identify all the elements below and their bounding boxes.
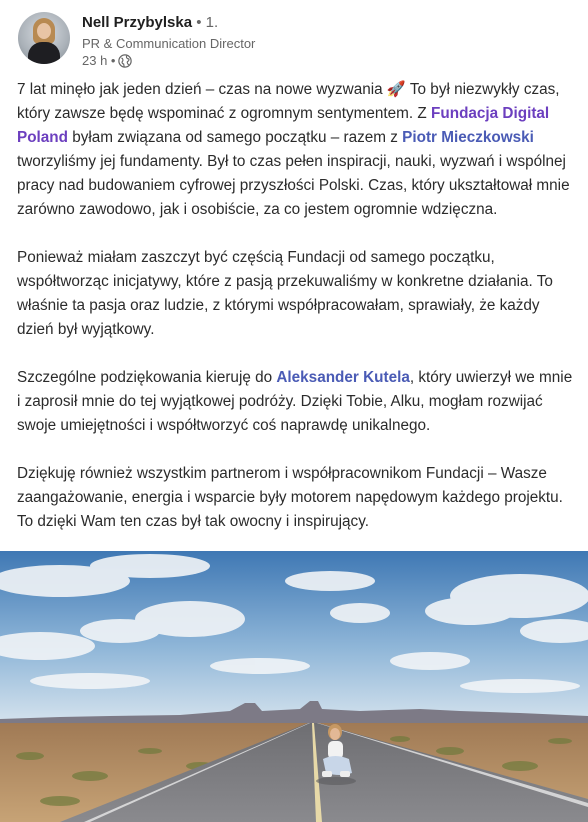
author-name-line (82, 14, 218, 31)
avatar-face (37, 23, 51, 39)
mention-piotr-mieczkowski[interactable]: Piotr Mieczkowski (402, 129, 534, 146)
post-meta (82, 53, 132, 68)
mention-aleksander-kutela[interactable]: Aleksander Kutela (276, 369, 410, 386)
post-paragraph-2: Ponieważ miałam zaszczyt być częścią Fundacji od samego początku, współtworząc inicjatywy, które z pasją przekuwaliśmy w konkretne działania. To właśnie ta pasja oraz ludzie, z którymi współpracowałam, sprawiały, że każdy dzień był wyjątkowy. (17, 249, 553, 338)
text-segment: , który uwierzył we mnie i zaprosił mnie do tej wyjątkowej podróży. Dzięki Tobie, Alku, mogłam rozwijać swoje umiejętności i współtworzyć coś naprawdę unikalnego. (17, 369, 573, 434)
post-image[interactable] (0, 551, 588, 822)
text-segment: tworzyliśmy jej fundamenty. Był to czas pełen inspiracji, nauki, wyzwań i wspólnej pracy nad budowaniem cyfrowej przyszłości Polski. Czas, który ukształtował mnie zarówno zawodowo, jak i osobiście, za co jestem ogromnie wdzięczna. (17, 153, 570, 218)
text-segment: 7 lat minęło jak jeden dzień – czas na nowe wyzwania 🚀 To był niezwykły czas, który zawsze będę wspominać z ogromnym sentymentem. Z (17, 81, 560, 122)
avatar-body (28, 42, 60, 64)
author-avatar[interactable] (18, 12, 70, 64)
post-paragraph-3 (17, 366, 577, 438)
author-headline: PR & Communication Director (82, 36, 256, 51)
post-text (17, 78, 577, 606)
globe-icon (118, 54, 132, 68)
text-segment: Szczególne podziękowania kieruję do (17, 369, 277, 386)
post-header (18, 12, 578, 72)
post-paragraph-4: Dziękuję również wszystkim partnerom i współpracownikom Fundacji – Wasze zaangażowanie, energia i wsparcie były motorem napędowym każdego projektu. To dzięki Wam ten czas był tak owocny i inspirujący. (17, 465, 563, 530)
post-paragraph-1 (17, 78, 577, 222)
post-time: 23 h • (82, 53, 116, 68)
text-segment: byłam związana od samego początku – razem z (68, 129, 403, 146)
mention-fundacja-digital-poland[interactable]: Fundacja Digital Poland (17, 105, 550, 146)
connection-degree: • 1. (196, 14, 219, 31)
author-name[interactable]: Nell Przybylska (82, 14, 193, 31)
